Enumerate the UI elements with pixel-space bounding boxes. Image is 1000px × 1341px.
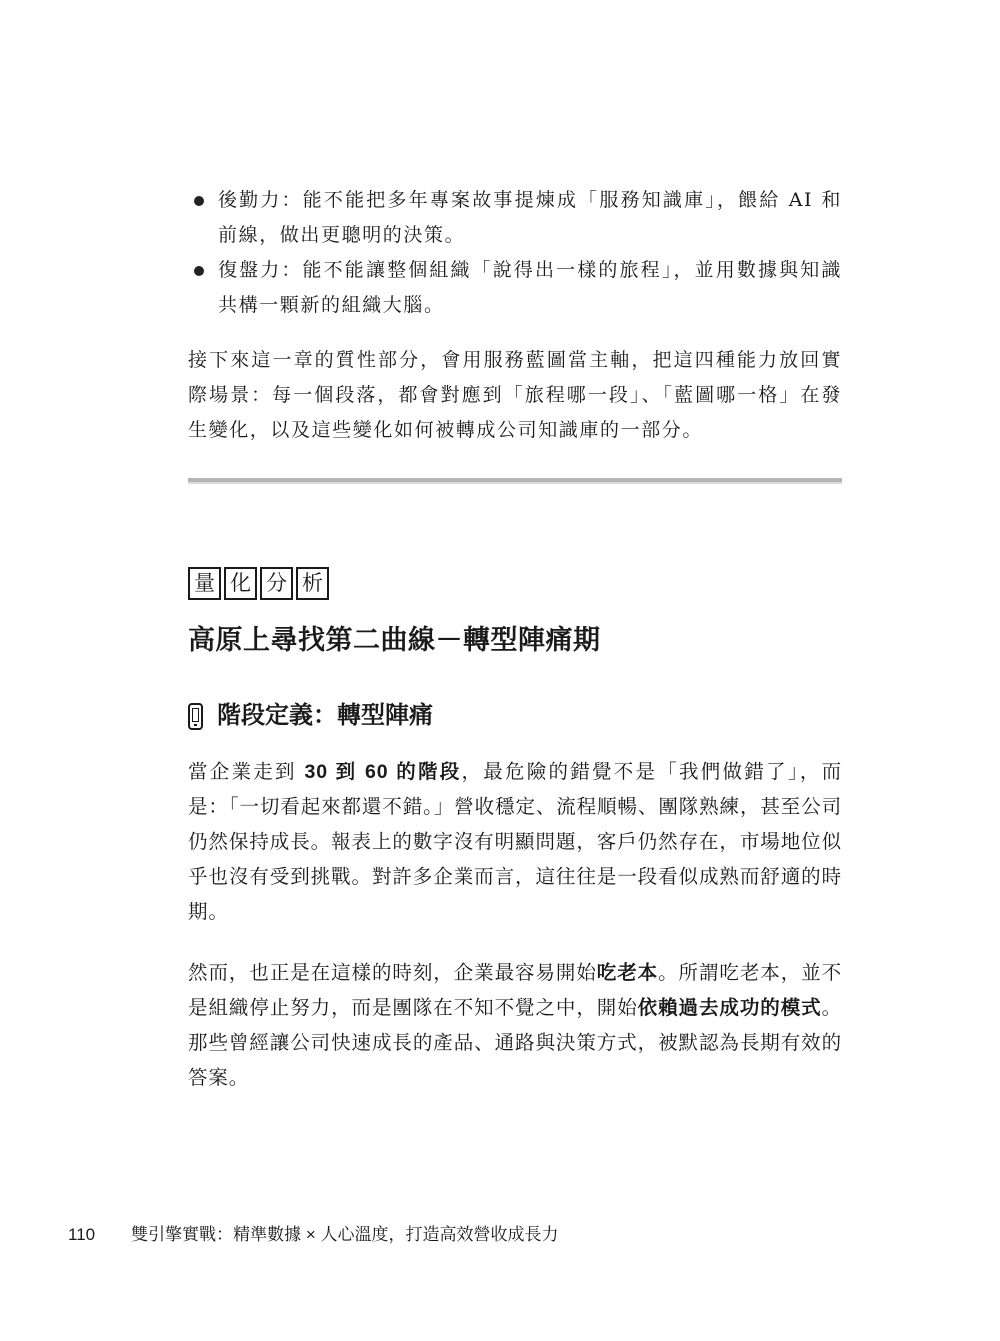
text-run: 然而，也正是在這樣的時刻，企業最容易開始 [188, 962, 597, 984]
box-label-char: 析 [296, 567, 329, 600]
section-title: 階段定義：轉型陣痛 [217, 702, 433, 729]
body-paragraph [188, 956, 842, 1096]
emphasis-text: 依賴過去成功的模式 [637, 997, 822, 1019]
book-title: 雙引擎實戰：精準數據 × 人心溫度，打造高效營收成長力 [131, 1225, 559, 1244]
page-number: 110 [68, 1225, 96, 1244]
chapter-title: 高原上尋找第二曲線－轉型陣痛期 [188, 625, 601, 655]
bullet-item [188, 253, 842, 323]
bullet-dot-icon [194, 266, 204, 276]
bullet-item [188, 183, 842, 253]
emphasis-text: 吃老本 [596, 962, 659, 984]
bullet-list [188, 183, 842, 323]
text-run: 。那些曾經讓公司快速成長的產品、通路與決策方式，被默認為長期有效的答案。 [188, 997, 842, 1089]
bullet-text: 復盤力：能不能讓整個組織「說得出一樣的旅程」，並用數據與知識共構一顆新的組織大腦。 [218, 259, 842, 316]
text-run: 。所謂吃老本，並不是組織停止努力，而是團隊在不知不覺之中，開始 [188, 962, 842, 1019]
text-run: ，最危險的錯覺不是「我們做錯了」，而是：「一切看起來都還不錯。」營收穩定、流程順暢、團隊熟練，甚至公司仍然保持成長。報表上的數字沒有明顯問題，客戶仍然存在，市場地位似乎也沒有受到挑戰。對許多企業而言，這往往是一段看似成熟而舒適的時期。 [188, 761, 842, 923]
box-label-char: 化 [224, 567, 257, 600]
intro-paragraph: 接下來這一章的質性部分，會用服務藍圖當主軸，把這四種能力放回實際場景：每一個段落，都會對應到「旅程哪一段」、「藍圖哪一格」在發生變化，以及這些變化如何被轉成公司知識庫的一部分。 [188, 349, 842, 441]
text-run: 當企業走到 [188, 761, 305, 783]
bullet-text: 後勤力：能不能把多年專案故事提煉成「服務知識庫」，餵給 AI 和前線，做出更聰明的決策。 [218, 189, 842, 246]
section-divider [188, 478, 842, 484]
section-heading [188, 698, 433, 734]
boxed-section-label [188, 567, 329, 600]
body-paragraph [188, 755, 842, 930]
page-footer [68, 1223, 558, 1247]
box-label-char: 分 [260, 567, 293, 600]
bullet-dot-icon [194, 196, 204, 206]
box-label-char: 量 [188, 567, 221, 600]
mobile-phone-icon [188, 703, 203, 730]
emphasis-text: 30 到 60 的階段 [304, 761, 462, 783]
